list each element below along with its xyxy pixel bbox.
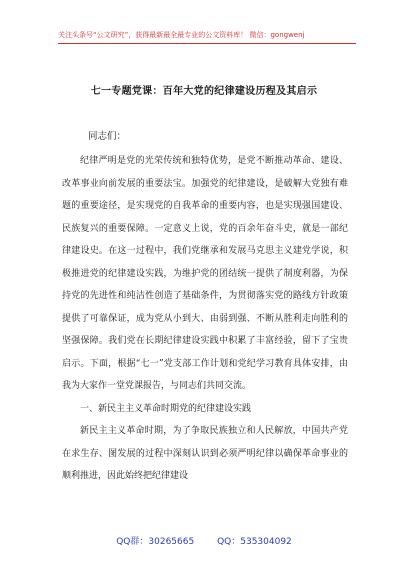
footer-qq: QQ：535304092: [217, 537, 292, 547]
salutation: 同志们：: [88, 131, 127, 142]
body-paragraph: 新民主主义革命时期，为了争取民族独立和人民解放，中国共产党在求生存、图发展的过程中深刻认识到必须严明纪律以确保革命事业的顺利推进，因此始终把纪律建设: [62, 426, 348, 481]
document-title: 七一专题党课：百年大党的纪律建设历程及其启示: [90, 86, 318, 97]
footer-contacts: [0, 534, 408, 547]
header-banner: 关注头条号“公文研究”，获得最新最全最专业的公文资料库！ 微信：gongwenj: [58, 31, 305, 39]
footer-qq-group: QQ群：30265665: [116, 537, 195, 547]
document-body: [62, 150, 348, 488]
section-heading: 一、新民主主义革命时期党的纪律建设实践: [80, 403, 252, 414]
body-paragraph: 纪律严明是党的光荣传统和独特优势，是党不断推动革命、建设、改革事业向前发展的重要法宝。加强党的纪律建设，是破解大党独有难题的重要途径，是实现党的自我革命的重要内容，也是实现强国建设、民族复兴的重要保障。一定意义上说，党的百余年奋斗史，就是一部纪律建设史。在这一过程中，我们党继承和发展马克思主义建党学说，积极推进党的纪律建设实践，为维护党的团结统一提供了制度利器，为保持党的先进性和纯洁性创造了基础条件，为贯彻落实党的路线方针政策提供了可靠保证，成为党从小到大、由弱到强、不断从胜利走向胜利的坚强保障。我们党在长期纪律建设实践中积累了丰富经验，留下了宝贵启示。下面，根据“七一”党支部工作计划和党纪学习教育具体安排，由我为大家作一堂党课报告，与同志们共同交流。: [62, 156, 348, 391]
header-divider: [58, 43, 356, 44]
